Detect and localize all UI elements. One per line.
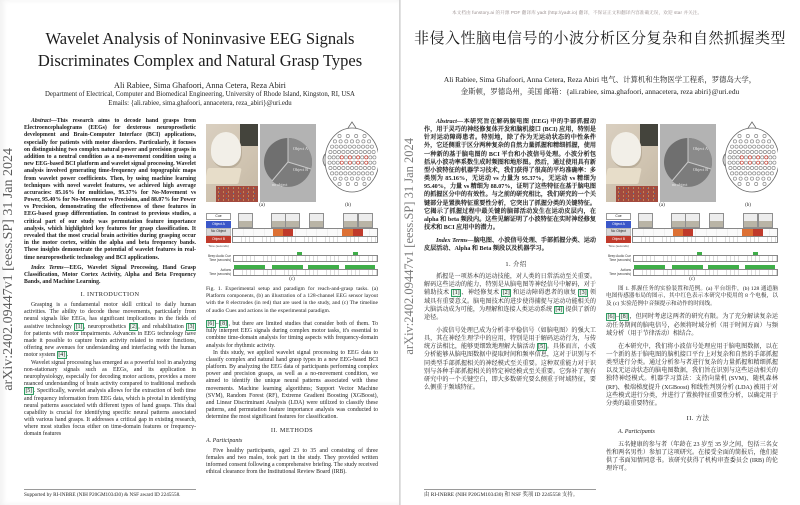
electrode bbox=[735, 145, 738, 148]
citation-link[interactable]: [1] bbox=[75, 323, 83, 330]
electrode bbox=[731, 172, 734, 175]
citation-link[interactable]: [8] bbox=[220, 320, 227, 327]
electrode-red bbox=[365, 156, 368, 159]
electrode bbox=[755, 166, 758, 169]
index-terms-label: Index Terms— bbox=[436, 238, 474, 245]
emails-line: Emails: {ali.rabiee, sima.ghafoori, annacetera, reza_abiri}@uri.edu bbox=[108, 100, 292, 108]
tray-shape bbox=[206, 168, 242, 184]
electrode bbox=[336, 161, 339, 164]
actions-label: Actions bbox=[220, 267, 231, 272]
electrode bbox=[761, 161, 764, 164]
index-terms-zh: Index Terms—脑电图、小波信号处理、手部抓握分类、运动皮层活动、Alpha 和 Beta 频段以及机器学习。 bbox=[424, 238, 596, 253]
electrode bbox=[344, 145, 347, 148]
electrode bbox=[735, 172, 738, 175]
electrode bbox=[331, 172, 334, 175]
electrode bbox=[763, 182, 766, 185]
electrode bbox=[739, 145, 742, 148]
citation-link[interactable]: [4] bbox=[58, 352, 66, 359]
figure-panel-c-timeline bbox=[206, 213, 378, 249]
electrode bbox=[353, 145, 356, 148]
section-heading-introduction: I. INTRODUCTION bbox=[80, 291, 140, 299]
body-paragraph-2: In this study, we applied wavelet signal processing to EEG data to classify complex and natural hand grasp types in a new EEG-based BCI platform. By analyzing the EEG data of participants performing complex power and precision grasps, as well as a no-movement condition, we aimed to identify the unique neural patterns associated with these movements. Machine learning algorithms; Support Vector Machine (SVM), Random Forest (RF), Extreme Gradient Boosting (XGBoost), and Linear Discriminant Analysis (LDA) were utilized to classify these patterns, and permutation feature importance analysis was conducted to determine the most significant features for classification. bbox=[206, 349, 378, 421]
abstract-paragraph: Abstract—This research aims to decode hand grasps from Electroencephalograms (EEGs) for dexterous neuroprosthetic development and Brain-Computer Interface (BCI) applications, especially for patients with motor disorders. Particularly, it focuses on distinguishing two complex natural power and precision grasps in addition to a neutral condition as a no-movement condition using a new EEG-based BCI platform and wavelet signal processing. Wavelet analysis involved generating time-frequency and topographic maps from wavelet power coefficients. Then, by using machine learning techniques with novel wavelet features, we achieved high average accuracies: 85.16% for multiclass, 95.37% for No-Movement vs Power, 95.40% for No-Movement vs Precision, and 88.07% for Power vs Precision, demonstrating the effectiveness of these features in EEG-based grasp differentiation. In contrast to previous studies, a critical part of our study was permutation feature importance analysis, which highlighted key features for grasp classification. It revealed that the most crucial brain activities during grasping occur in the motor cortex, within the alpha and beta frequency bands. These insights demonstrate the potential of wavelet features in real-time neuroprosthetic technology and BCI applications. bbox=[24, 118, 196, 261]
right-column bbox=[206, 118, 378, 505]
electrode bbox=[366, 172, 369, 175]
paper-title-line2: Discriminates Complex and Natural Grasp Types bbox=[37, 50, 363, 70]
electrode-red bbox=[757, 156, 760, 159]
electrode bbox=[773, 156, 776, 159]
funding-footnote: Supported by RI-INBRE (NIH P20GM103430) & NSF award ID 2245558. bbox=[24, 489, 196, 498]
participants-paragraph-zh: 五名健康的参与者（年龄在 23 岁至 35 岁之间，包括三名女性和两名男性）参加了这项研究。在接受全面的简报后，他们提供了书面知情同意书。该研究获得了机构审查委员会 (IRB) 的伦理许可。 bbox=[606, 441, 778, 473]
pie-label-object-a: Object A bbox=[693, 146, 709, 151]
citation-link[interactable]: [2] bbox=[130, 323, 137, 330]
electrode bbox=[766, 172, 769, 175]
platform-photo bbox=[206, 124, 258, 202]
electrode bbox=[759, 150, 762, 153]
timeline-photo-strip bbox=[232, 213, 378, 228]
timeline-seconds-ticks bbox=[232, 237, 378, 243]
panel-c-label: (c) bbox=[689, 276, 695, 282]
timeline-cue-band bbox=[632, 228, 778, 237]
index-terms: Index Terms—EEG, Wavelet Signal Processing, Hand Grasp Classification, Motor Cortex Activity, Alpha and Beta Frequency Bands, and Machine Learning. bbox=[24, 264, 196, 286]
electrode bbox=[756, 140, 759, 143]
electrode bbox=[361, 161, 364, 164]
electrode bbox=[333, 140, 336, 143]
electrode bbox=[361, 172, 364, 175]
timeline-legend-object-a: Object A bbox=[206, 221, 231, 228]
citation-link[interactable]: [2] bbox=[502, 290, 510, 297]
electrode bbox=[342, 150, 345, 153]
figure-panel-b-eeg-layout bbox=[320, 118, 378, 202]
electrode bbox=[350, 140, 353, 143]
electrode-red bbox=[740, 156, 743, 159]
electrode bbox=[372, 150, 375, 153]
electrode-red bbox=[748, 161, 751, 164]
abstract-label: Abstract— bbox=[31, 118, 57, 124]
electrode bbox=[361, 156, 364, 159]
electrode bbox=[762, 140, 765, 143]
electrode bbox=[739, 177, 742, 180]
electrode bbox=[335, 145, 338, 148]
timeline-legend-time: Time (seconds) bbox=[606, 244, 631, 249]
timeline-legend-no-object: No Object bbox=[206, 228, 231, 235]
intro-paragraph-2: Wavelet signal processing has emerged as a powerful tool in analyzing non-stationary signals such as EEGs, and its application in neurophysiology, especially for decoding motor actions, provides a more nuanced understanding of brain activity compared to traditional methods [5] . Specifically, wavelet analysis allows for the extraction of both time and frequency information from EEG data, which is pivotal in identifying neural patterns associated with different types of hand grasps. This dual capability is crucial for identifying specific neural patterns associated with various hand grasps. It addresses a critical gap in existing research, where most studies focus either on time-domain features or frequency-domain features bbox=[24, 359, 196, 438]
electrode bbox=[367, 140, 370, 143]
timeline-legend-object-b: Object B bbox=[606, 236, 631, 243]
electrode bbox=[733, 166, 736, 169]
electrode bbox=[744, 145, 747, 148]
electrode bbox=[733, 150, 736, 153]
electrode-red bbox=[765, 156, 768, 159]
electrode bbox=[345, 140, 348, 143]
electrode-red bbox=[757, 161, 760, 164]
intro-paragraph-1-zh: 抓握是一项基本的运动技能，对人类的日常活动至关重要。解码这些运动的能力，特别是从脑电图等神经信号中解码，对于辅助技术 [1] 、神经修复术 [2] 和运动障碍患者的康复 [3] 领域具有重要意义。脑电图技术的进步使得捕捉与运动功能相关的大脑活动成为可能，为理解和连接人类运动系统 [4] 提供了新的途径。 bbox=[424, 274, 596, 321]
electrode bbox=[762, 177, 765, 180]
electrode bbox=[356, 140, 359, 143]
electrode bbox=[339, 145, 342, 148]
electrode bbox=[752, 156, 755, 159]
timeline-beep-row bbox=[606, 252, 778, 262]
electrode bbox=[352, 161, 355, 164]
electrode bbox=[752, 161, 755, 164]
electrode bbox=[770, 172, 773, 175]
electrode bbox=[742, 150, 745, 153]
electrode bbox=[768, 150, 771, 153]
platform-diagram bbox=[260, 124, 316, 202]
timeline-legend-time: Time (seconds) bbox=[206, 244, 231, 249]
electrode bbox=[728, 161, 731, 164]
electrode bbox=[344, 156, 347, 159]
figure-1 bbox=[206, 118, 378, 315]
body-paragraph-1: [6] – [8] , but there are limited studies that consider both of them. To fully interpret EEG signals during complex motor tasks, it's essential to combine time-domain analysis for timing aspects with frequency-domain analysis for rhythmic activity. bbox=[206, 320, 378, 349]
panel-c-label: (c) bbox=[289, 276, 295, 282]
electrode bbox=[367, 177, 370, 180]
electrode bbox=[355, 134, 358, 137]
actions-label: Actions bbox=[620, 267, 631, 272]
electrode bbox=[744, 172, 747, 175]
citation-link[interactable]: [3] bbox=[187, 323, 195, 330]
electrode bbox=[337, 166, 340, 169]
participants-paragraph: Five healthy participants, aged 23 to 35 and consisting of three females and two males, took part in the study. They provided written informed consent following a comprehensive briefing. The study received ethical clearance from the Institutional Review Board (IRB). bbox=[206, 447, 378, 476]
electrode bbox=[757, 145, 760, 148]
electrode bbox=[761, 145, 764, 148]
electrode-red bbox=[765, 161, 768, 164]
electrode bbox=[338, 134, 341, 137]
electrode bbox=[769, 161, 772, 164]
electrode bbox=[363, 150, 366, 153]
electrode bbox=[739, 172, 742, 175]
electrode bbox=[372, 166, 375, 169]
electrode bbox=[772, 150, 775, 153]
time-seconds-label: Time (seconds) bbox=[609, 271, 631, 276]
citation-link[interactable]: [6] bbox=[207, 320, 215, 327]
electrode bbox=[757, 172, 760, 175]
panel-a-label: (a) bbox=[259, 203, 265, 208]
timeline-legend-object-a: Object A bbox=[606, 221, 631, 228]
cloth-shape bbox=[216, 186, 258, 202]
electrode bbox=[746, 182, 749, 185]
citation-link[interactable]: [3] bbox=[579, 290, 587, 297]
platform-photo bbox=[606, 124, 658, 202]
funding-footnote-zh: 由 RI-INBRE (NIH P20GM103430) 和 NSF 奖项 ID 2245558 支持。 bbox=[424, 489, 596, 498]
electrode bbox=[363, 134, 366, 137]
electrode bbox=[745, 140, 748, 143]
electrode bbox=[773, 161, 776, 164]
section-heading-methods: II. METHODS bbox=[270, 426, 314, 434]
electrode bbox=[753, 145, 756, 148]
electrode bbox=[750, 177, 753, 180]
electrode bbox=[732, 156, 735, 159]
electrode bbox=[361, 145, 364, 148]
electrode bbox=[359, 150, 362, 153]
intro-paragraph-1: Grasping is a fundamental motor skill critical to daily human activities. The ability to decode these movements, particularly from neural signals like EEGs, has significant implications in the fields of assistive technology [1] , neuroprosthetics [2] , and rehabilitation [3] for patients with motor impairments. Advances in EEG technology have made it possible to capture brain activity related to motor functions, offering new avenues for understanding and interfacing with the human motor system [4] . bbox=[24, 302, 196, 359]
paper-title bbox=[0, 28, 400, 72]
electrode bbox=[344, 172, 347, 175]
electrode bbox=[746, 134, 749, 137]
timeline-cue-band bbox=[232, 228, 378, 237]
electrode bbox=[742, 166, 745, 169]
electrode bbox=[753, 172, 756, 175]
figure-panel-c-timeline bbox=[606, 213, 778, 249]
electrode bbox=[348, 172, 351, 175]
pie-label-object-b: Object B bbox=[293, 167, 309, 172]
electrode bbox=[744, 156, 747, 159]
electrode bbox=[768, 166, 771, 169]
electrode bbox=[346, 182, 349, 185]
figure-panel-a bbox=[206, 124, 316, 202]
citation-link[interactable]: [4] bbox=[555, 306, 563, 313]
translator-watermark: 本文档由 funstory.ai 的开源 PDF 翻译库 yadt (http://yadt.io) 翻译，不保证正文和翻译内容准确无误，欢迎 star 并关注。 bbox=[452, 10, 703, 15]
subsection-participants: A. Participants bbox=[206, 438, 243, 445]
electrode bbox=[355, 150, 358, 153]
electrode bbox=[729, 150, 732, 153]
electrode bbox=[366, 145, 369, 148]
beep-audio-cue-label: Beep Audio Cue bbox=[207, 253, 231, 258]
electrode bbox=[750, 166, 753, 169]
electrode bbox=[363, 182, 366, 185]
electrode bbox=[733, 140, 736, 143]
electrode bbox=[370, 145, 373, 148]
section-heading-methods-zh: II. 方法 bbox=[686, 415, 710, 423]
electrode bbox=[335, 172, 338, 175]
electrode bbox=[333, 177, 336, 180]
electrode bbox=[333, 150, 336, 153]
electrode bbox=[339, 177, 342, 180]
electrode bbox=[745, 177, 748, 180]
electrode bbox=[352, 156, 355, 159]
panel-b-label: (b) bbox=[745, 203, 751, 208]
electrode bbox=[767, 140, 770, 143]
time-seconds-label: Time (seconds) bbox=[209, 257, 231, 262]
electrode bbox=[362, 177, 365, 180]
electrode bbox=[331, 145, 334, 148]
left-column bbox=[424, 118, 596, 505]
electrode bbox=[736, 161, 739, 164]
electrode bbox=[761, 156, 764, 159]
electrode-red bbox=[357, 156, 360, 159]
timeline-legend-cue: Cue bbox=[606, 213, 631, 220]
electrode-red bbox=[740, 161, 743, 164]
page-chinese-translation bbox=[400, 0, 800, 505]
electrode bbox=[755, 150, 758, 153]
electrode bbox=[769, 156, 772, 159]
electrode bbox=[356, 177, 359, 180]
citation-link[interactable]: [5] bbox=[538, 344, 546, 351]
index-terms-label: Index Terms— bbox=[31, 264, 70, 271]
timeline-actions-row bbox=[606, 265, 778, 276]
beep-audio-cue-label: Beep Audio Cue bbox=[607, 253, 631, 258]
electrode bbox=[770, 145, 773, 148]
electrode bbox=[368, 150, 371, 153]
electrode bbox=[336, 156, 339, 159]
pie-label-no-object: no object bbox=[672, 182, 688, 187]
figure-panel-b-eeg-layout bbox=[720, 118, 778, 202]
electrode bbox=[772, 166, 775, 169]
electrode bbox=[373, 161, 376, 164]
affiliation: Department of Electrical, Computer and Biomedical Engineering, University of Rhode Island, Kingston, RI, USA bbox=[45, 90, 355, 98]
electrode bbox=[732, 161, 735, 164]
electrode bbox=[756, 177, 759, 180]
panel-b-label: (b) bbox=[345, 203, 351, 208]
monitor-shape bbox=[240, 124, 258, 146]
electrode bbox=[350, 166, 353, 169]
pie-label-no-object: no object bbox=[272, 182, 288, 187]
electrode bbox=[731, 145, 734, 148]
electrode bbox=[766, 145, 769, 148]
electrode bbox=[359, 166, 362, 169]
pie-label-object-a: Object A bbox=[293, 146, 309, 151]
electrode bbox=[348, 145, 351, 148]
electrode bbox=[750, 150, 753, 153]
timeline-legend-object-b: Object B bbox=[206, 236, 231, 243]
timeline-seconds-ticks bbox=[632, 237, 778, 243]
electrode bbox=[759, 166, 762, 169]
electrode bbox=[346, 150, 349, 153]
electrode bbox=[733, 177, 736, 180]
electrode bbox=[357, 172, 360, 175]
abstract-paragraph-zh: Abstract—本研究旨在解码脑电图 (EEG) 中的手部抓握动作，用于灵巧的神经修复体开发和脑机接口 (BCI) 应用，特别是针对运动障碍患者。特别地，除了作为无运动状态的中性条件外，它还侧重于区分两种复杂的自然力量抓握和精细抓握，使用一种新的基于脑电图的 BCI 平台和小波信号处理。小波分析包括从小波功率系数生成时频图和地形图。然后，通过使用具有新型小波特征的机器学习技术，我们获得了很高的平均准确率：多类别为 85.16%，无运动 vs 力量为 95.37%，无运动 vs 精细为 95.40%，力量 vs 精细为 88.07%，证明了这些特征在基于脑电图的抓握区分中的有效性。与之前的研究相比，我们研究的一个关键部分是置换特征重要性分析，它突出了抓握分类的关键特征。它揭示了抓握过程中最关键的脑部活动发生在运动皮层内，在 alpha 和 beta 频段内。这些见解证明了小波特征在实时神经修复技术和 BCI 应用中的潜力。 bbox=[424, 119, 596, 232]
figure-panel-a bbox=[606, 124, 716, 202]
electrode bbox=[329, 150, 332, 153]
subsection-participants-zh: A. Participants bbox=[618, 428, 655, 435]
body-paragraph-2-zh: 在本研究中，我们将小波信号处理应用于脑电图数据，以在一个新的基于脑电图的脑机接口平台上对复杂和自然的手部抓握类型进行分类。通过分析参与者进行复杂的力量抓握和精细抓握以及无运动状态的脑电图数据，我们旨在识别与这些运动相关的独特神经模式。机器学习算法：支持向量机 (SVM)、随机森林 (RF)、极端梯度提升 (XGBoost) 和线性判别分析 (LDA) 被用于对这些模式进行分类，并进行了置换特征重要性分析，以确定用于分类的最重要特征。 bbox=[606, 343, 778, 407]
electrode bbox=[329, 166, 332, 169]
citation-link[interactable]: [5] bbox=[25, 388, 33, 395]
citation-link[interactable]: [1] bbox=[452, 290, 460, 297]
citation-link[interactable]: [6] bbox=[607, 314, 615, 321]
electrode bbox=[363, 166, 366, 169]
electrode bbox=[746, 150, 749, 153]
timeline-beep-row bbox=[206, 252, 378, 262]
electrode bbox=[342, 166, 345, 169]
left-column bbox=[24, 118, 196, 505]
electrode bbox=[333, 166, 336, 169]
electrode bbox=[369, 161, 372, 164]
electrode bbox=[748, 172, 751, 175]
electrode bbox=[763, 150, 766, 153]
electrode bbox=[346, 134, 349, 137]
electrode bbox=[328, 156, 331, 159]
electrode bbox=[346, 166, 349, 169]
electrode-red bbox=[340, 161, 343, 164]
author-list: Ali Rabiee, Sima Ghafoori, Anna Cetera, Reza Abiri bbox=[114, 80, 286, 90]
electrode bbox=[750, 140, 753, 143]
electrode bbox=[345, 177, 348, 180]
right-column bbox=[606, 118, 778, 505]
electrode-red bbox=[748, 156, 751, 159]
paper-title-zh: 非侵入性脑电信号的小波分析区分复杂和自然抓握类型 bbox=[413, 31, 786, 47]
figure-1-zh bbox=[606, 118, 778, 308]
paper-title-line1: Wavelet Analysis of Noninvasive EEG Signals bbox=[45, 29, 355, 48]
electrode-red bbox=[340, 156, 343, 159]
timeline-legend-cue: Cue bbox=[206, 213, 231, 220]
electrode bbox=[729, 166, 732, 169]
electrode bbox=[748, 145, 751, 148]
body-paragraph-1-zh: [6] – [8] ，但同时考虑这两者的研究有限。为了充分解读复杂运动任务期间的脑电信号，必须将时域分析（用于时间方面）与频域分析（用于节律活动）相结合。 bbox=[606, 314, 778, 337]
electrode bbox=[373, 156, 376, 159]
platform-diagram bbox=[660, 124, 716, 202]
author-affiliation-block-zh: Ali Rabiee, Sima Ghafoori, Anna Cetera, Reza Abiri 电气、计算机和生物医学工程系，罗德岛大学，金斯顿，罗德岛州，美国 邮箱：{ali.rabiee, sima.ghafoori, annacetera, reza abiri}@uri.edu bbox=[443, 74, 757, 97]
armrest-shape bbox=[211, 132, 241, 166]
citation-link[interactable]: [8] bbox=[620, 314, 628, 321]
electrode bbox=[350, 177, 353, 180]
electrode bbox=[355, 166, 358, 169]
electrode-red bbox=[348, 156, 351, 159]
figure-1-caption-zh: 图 1. 抓握任务的实验装置和范例。(a) 平台组件，(b) 128 通道脑电图传感器布局的图示，其中红色表示本研究中使用的 8 个电极，以及 (c) 实验范例中音频提示和动作的时间线。 bbox=[606, 285, 778, 307]
panel-a-label: (a) bbox=[659, 203, 665, 208]
electrode bbox=[737, 166, 740, 169]
electrode bbox=[332, 161, 335, 164]
electrode bbox=[761, 172, 764, 175]
arxiv-sidebar-label: arXiv:2402.09447v1 [eess.SP] 31 Jan 2024 bbox=[402, 138, 416, 355]
electrode bbox=[337, 150, 340, 153]
electrode bbox=[738, 134, 741, 137]
electrode bbox=[338, 182, 341, 185]
electrode bbox=[350, 150, 353, 153]
electrode bbox=[368, 166, 371, 169]
timeline-legend-no-object: No Object bbox=[606, 228, 631, 235]
electrode-red bbox=[348, 161, 351, 164]
electrode bbox=[344, 161, 347, 164]
electrode bbox=[355, 182, 358, 185]
electrode bbox=[328, 161, 331, 164]
electrode bbox=[738, 182, 741, 185]
section-heading-introduction-zh: 1. 介绍 bbox=[505, 260, 527, 268]
electrode bbox=[767, 177, 770, 180]
electrode bbox=[370, 172, 373, 175]
electrode bbox=[339, 140, 342, 143]
electrode bbox=[744, 161, 747, 164]
electrode bbox=[339, 172, 342, 175]
electrode-red bbox=[357, 161, 360, 164]
intro-paragraph-2-zh: 小波信号处理已成为分析非平稳信号（如脑电图）的强大工具，其在神经生理学中的应用，特别是用于解码运动行为，与传统方法相比，能够更细致地理解大脑活动 [5] 。具体而言，小波分析能够从脑电图数据中提取时间和频率信息，这对于识别与不同类型手部抓握相关的神经模式至关重要。这种双重能力对于识别与各种手部抓握相关的特定神经模式至关重要。它弥补了现有研究中的一个关键空白，即大多数研究要么侧重于时域特征，要么侧重于频域特征。 bbox=[424, 328, 596, 392]
electrode bbox=[755, 182, 758, 185]
electrode bbox=[763, 166, 766, 169]
timeline-actions-row bbox=[206, 265, 378, 276]
time-seconds-label: Time (seconds) bbox=[209, 271, 231, 276]
pie-label-object-b: Object B bbox=[693, 167, 709, 172]
electrode bbox=[353, 172, 356, 175]
electrode bbox=[728, 156, 731, 159]
figure-1-caption: Fig. 1. Experimental setup and paradigm for reach-and-grasp tasks. (a) Platform components, (b) an illustration of a 128-channel EEG sensor layout with the 8 electrodes (in red) that are used in the study, and (c) The timeline of audio Cues and actions in the experimental paradigm. bbox=[206, 285, 378, 314]
electrode bbox=[357, 145, 360, 148]
electrode bbox=[736, 156, 739, 159]
electrode bbox=[746, 166, 749, 169]
electrode bbox=[332, 156, 335, 159]
electrode bbox=[739, 140, 742, 143]
timeline-photo-strip bbox=[632, 213, 778, 228]
arxiv-sidebar-label: arXiv:2402.09447v1 [eess.SP] 31 Jan 2024 bbox=[1, 148, 16, 391]
electrode bbox=[362, 140, 365, 143]
electrode-red bbox=[365, 161, 368, 164]
abstract-label: Abstract— bbox=[436, 119, 464, 125]
electrode bbox=[737, 150, 740, 153]
electrode bbox=[763, 134, 766, 137]
electrode bbox=[755, 134, 758, 137]
time-seconds-label: Time (seconds) bbox=[609, 257, 631, 262]
electrode bbox=[369, 156, 372, 159]
